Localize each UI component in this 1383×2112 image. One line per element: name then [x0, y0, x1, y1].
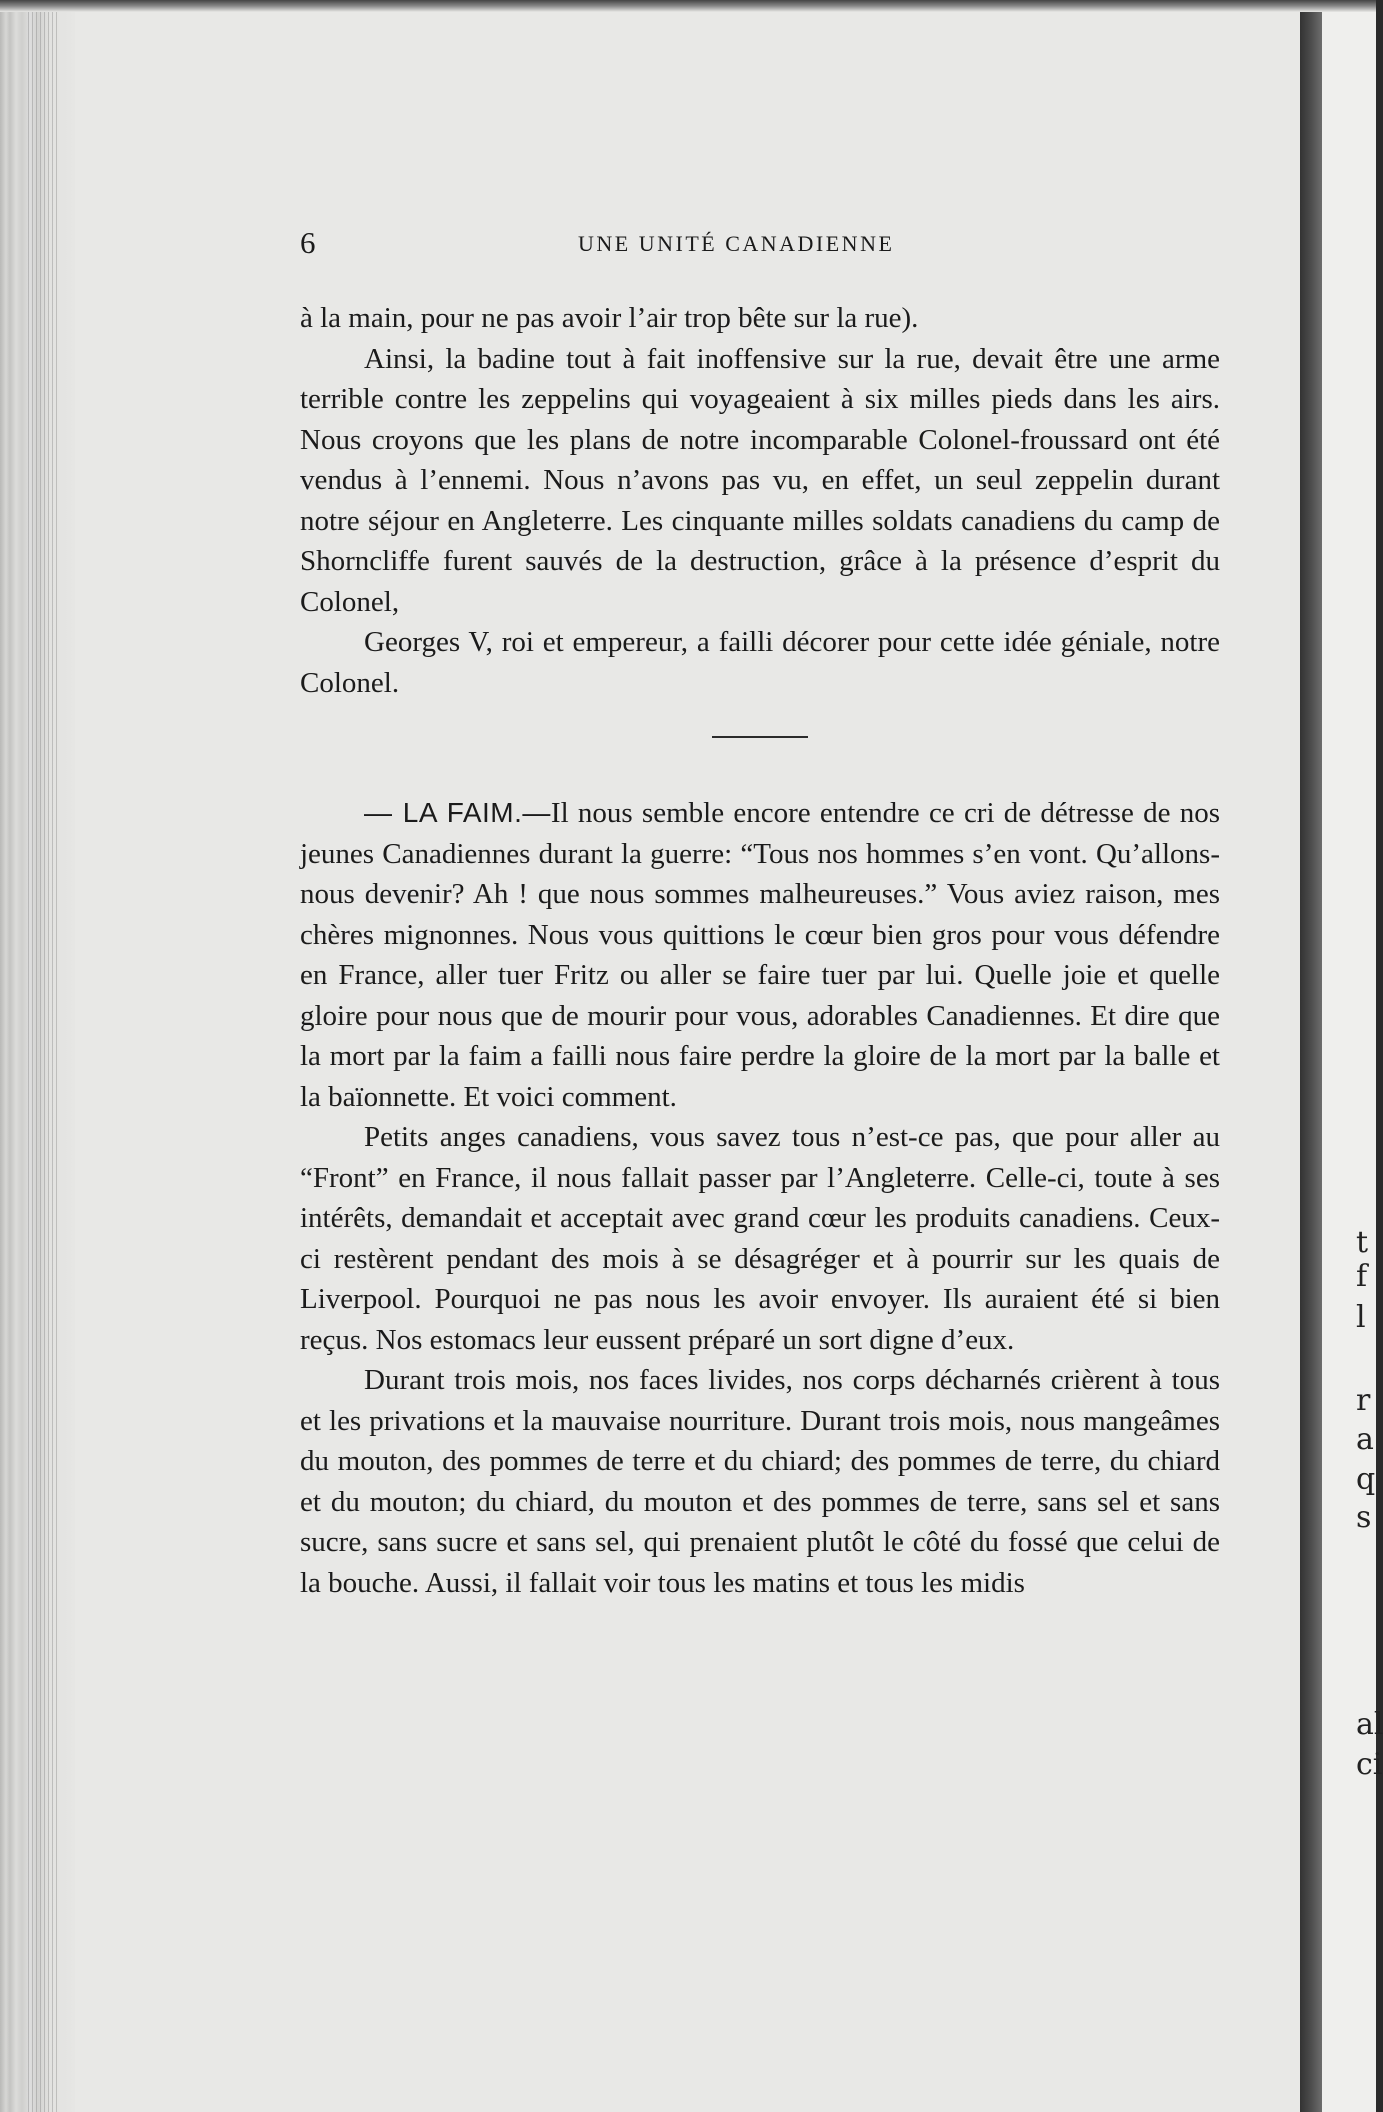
gutter-page-edges — [28, 0, 58, 2112]
paragraph: Durant trois mois, nos faces livides, nos corps décharnés crièrent à tous et les privations et la mauvaise nourriture. Durant trois mois, nous mangeâmes du mouton, des pommes de terre et du chiard; des pommes de terre, du chiard et du mouton; du chiard, du mouton et des pommes de terre, sans sel et sans sucre, sans sucre et sans sel, qui prenaient plutôt le côté du fossé que celui de la bouche. Aussi, il fallait voir tous les matins et tous les midis — [300, 1364, 1220, 1599]
next-page-letter: ci — [1356, 1747, 1383, 1782]
paragraph: Georges V, roi et empereur, a failli décorer pour cette idée géniale, notre Colonel. — [300, 626, 1220, 699]
running-header — [300, 225, 1220, 265]
next-page-letter: q — [1356, 1462, 1376, 1497]
running-title: UNE UNITÉ CANADIENNE — [578, 231, 895, 256]
section-opening-text: Il nous semble encore entendre ce cri de détresse de nos jeunes Canadiennes durant la guerre: “Tous nos hommes s’en vont. Qu’allons-nous devenir? Ah ! que nous sommes malheureuses.” Vous aviez raison, mes chères mignonnes. Nous vous quittions le cœur bien gros pour vous défendre en France, aller tuer Fritz ou aller se faire tuer par lui. Quelle joie et quelle gloire pour nous que de mourir pour vous, adorables Canadiennes. Et dire que la mort par la faim a failli nous faire perdre la gloire de la mort par la balle et la baïonnette. Et voici comment. — [300, 797, 1220, 1113]
page-fold-shadow — [1300, 0, 1322, 2112]
page-number: 6 — [300, 225, 316, 260]
next-page-letter: l — [1356, 1300, 1366, 1335]
section-divider — [712, 736, 808, 738]
paragraph-continued: à la main, pour ne pas avoir l’air trop bête sur la rue). — [300, 302, 919, 334]
next-page-letter: t — [1356, 1225, 1369, 1260]
scan-top-edge — [0, 0, 1376, 12]
next-page-letter: a — [1356, 1422, 1374, 1457]
paragraph: Ainsi, la badine tout à fait inoffensive sur la rue, devait être une arme terrible contre les zeppelins qui voyageaient à six milles pieds dans les airs. Nous croyons que les plans de notre incomparable Colonel-froussard ont été vendus à l’ennemi. Nous n’avons pas vu, en effet, un seul zeppelin durant notre séjour en Angleterre. Les cinquante milles soldats canadiens du camp de Shorncliffe furent sauvés de la destruction, grâce à la présence d’esprit du Colonel, — [300, 342, 1220, 618]
section-opening-paragraph — [300, 793, 1220, 1117]
page-body — [300, 298, 1220, 1603]
section-heading: — LA FAIM.— — [364, 797, 551, 828]
next-page-letter: r — [1356, 1383, 1371, 1418]
paragraph: Petits anges canadiens, vous savez tous n’est-ce pas, que pour aller au “Front” en France, il nous fallait passer par l’Angleterre. Celle-ci, toute à ses intérêts, demandait et acceptait avec grand cœur les produits canadiens. Ceux-ci restèrent pendant des mois à se désagréger et à pourrir sur les quais de Liverpool. Pourquoi ne pas nous les avoir envoyer. Ils auraient été si bien reçus. Nos estomacs leur eussent préparé un sort digne d’eux. — [300, 1121, 1220, 1356]
next-page-letter: s — [1356, 1500, 1372, 1535]
next-page-letter: f — [1356, 1259, 1368, 1294]
next-page-letter: al — [1356, 1707, 1383, 1742]
